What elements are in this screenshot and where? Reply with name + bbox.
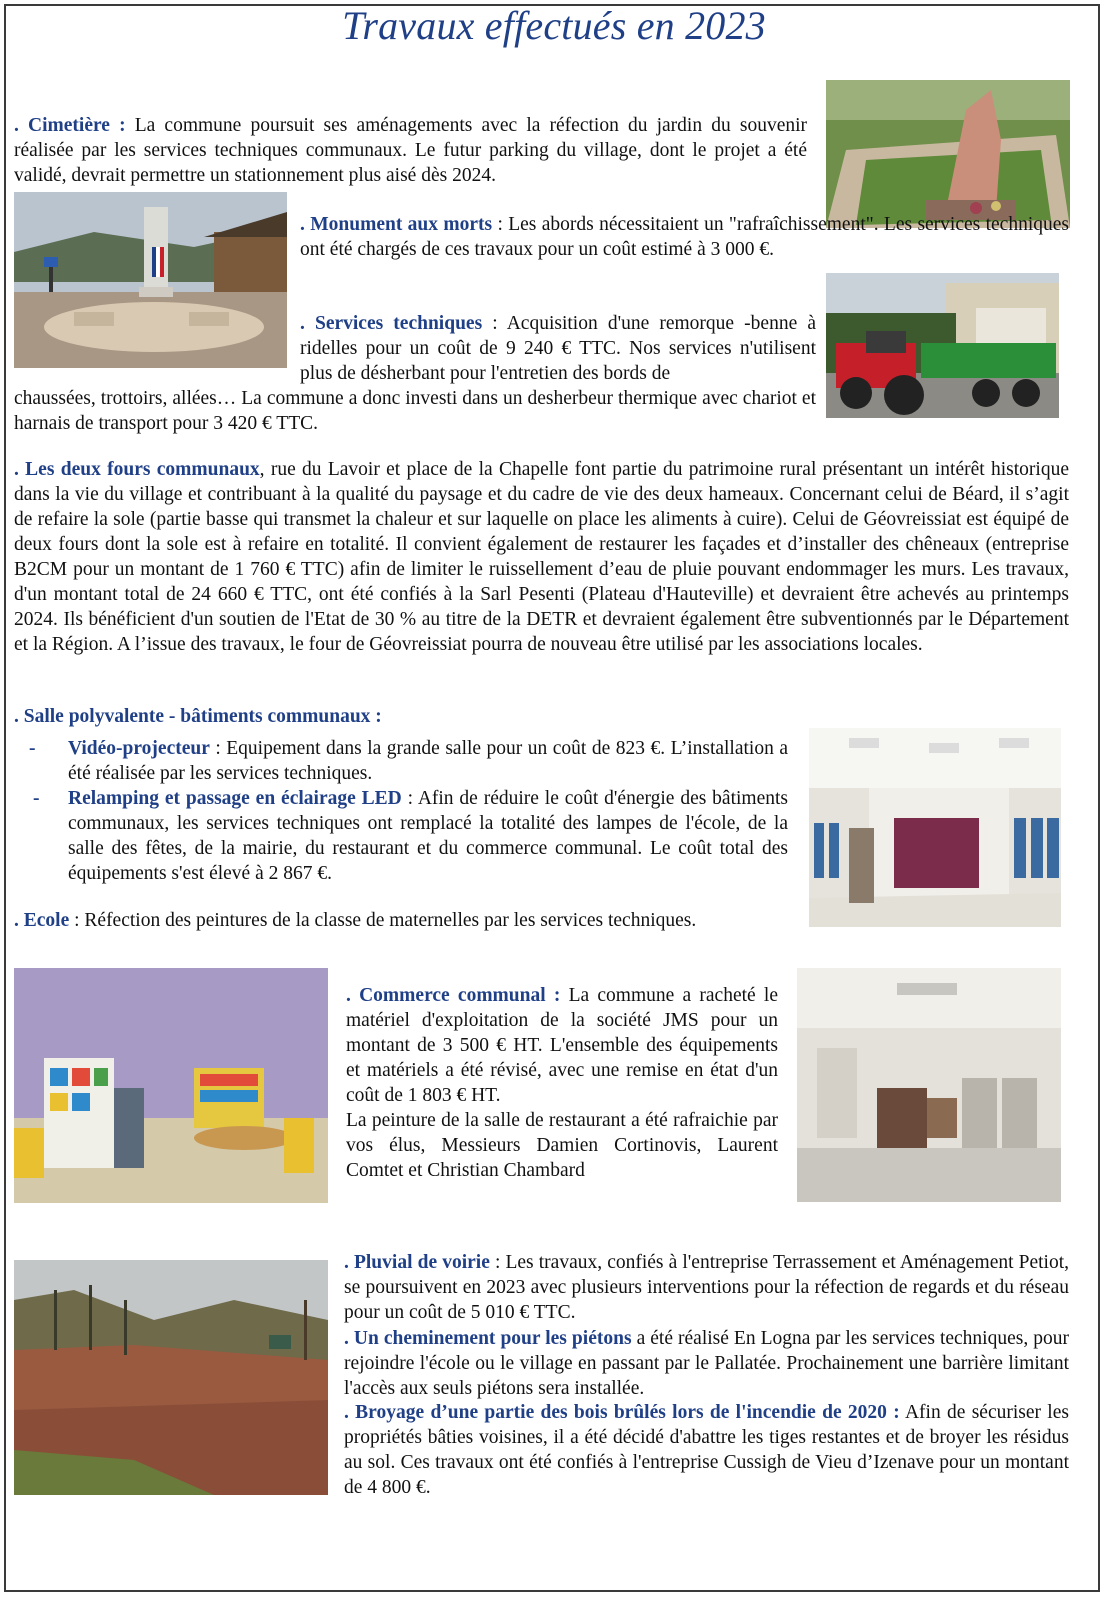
cimetiere-photo <box>826 80 1070 228</box>
salle-heading: . Salle polyvalente - bâtiments communaux : <box>14 706 382 727</box>
salle-heading-line <box>14 704 794 729</box>
monument-photo <box>14 192 287 368</box>
commerce-text: La commune a racheté le matériel d'exploitation de la société JMS pour un montant de 3 500 € HT. L'ensemble des équipements et matériels a été révisé, avec une remise en état d'un coût de 1 803 € HT. <box>346 985 778 1106</box>
cimetiere-heading: . Cimetière : <box>14 115 126 136</box>
broyage-text: Afin de sécuriser les propriétés bâties voisines, il a été décidé d'abattre les tiges restantes et de broyer les résidus au sol. Ces travaux ont été confiés à l'entreprise Cussigh de Vieu d’Izenave pour un montant de 4 800 €. <box>344 1402 1069 1498</box>
relamping-text: : Afin de réduire le coût d'énergie des bâtiments communaux, les services techniques ont remplacé la totalité des lampes de l'école, de la salle des fêtes, de la mairie, du restaurant et du commerce communal. Le coût total des équipements s'est élevé à 2 867 €. <box>68 788 789 884</box>
pluvial-paragraph <box>344 1250 1069 1325</box>
services-text-a: : Acquisition d'une remorque -benne à ridelles pour un coût de 9 240 € TTC. Nos services n'utilisent plus de désherbant pour l'entretien des bords de <box>300 313 816 384</box>
ecole-heading: . Ecole <box>14 910 70 931</box>
ecole-paragraph <box>14 908 794 933</box>
monument-heading: . Monument aux morts <box>300 214 493 235</box>
salle-polyvalente-photo <box>809 728 1061 927</box>
monument-paragraph <box>300 212 1069 262</box>
tractor-trailer-photo <box>826 273 1059 418</box>
fours-text: , rue du Lavoir et place de la Chapelle font partie du patrimoine rural présentant un intérêt historique dans la vie du village et contribuant à la qualité du paysage et du cadre de vie des deux hameaux. Concernant celui de Béard, il s’agit de refaire la sole (partie basse qui transmet la chaleur et sur laquelle on place les aliments à cuire). Celui de Géovreissiat est équipé de deux fours dont la sole est à refaire en totalité. Il convient également de restaurer les façades et d’installer des chêneaux (entreprise B2CM pour un montant de 1 760 € TTC) afin de limiter le ruissellement d’eau de pluie pouvant endommager les murs. Les travaux, d'un montant total de 24 660 € TTC, ont été confiés à la Sarl Pesenti (Plateau d'Hauteville) et devraient être achevés au printemps 2024. Ils bénéficient d'un soutien de l'Etat de 30 % au titre de la DETR et devraient également être subventionnés par le Département et la Région. A l’issue des travaux, le four de Géovreissiat pourra de nouveau être utilisé par les associations locales. <box>14 459 1069 655</box>
commerce-text-2: La peinture de la salle de restaurant a été rafraichie par vos élus, Messieurs Damien Cortinovis, Laurent Comtet et Christian Chambard <box>346 1110 778 1181</box>
fours-heading: . Les deux fours communaux <box>14 459 260 480</box>
bullet-dash: - <box>29 738 36 759</box>
videoprojecteur-item <box>68 736 788 786</box>
videoprojecteur-heading: Vidéo-projecteur <box>68 738 210 759</box>
commerce-paragraph-2 <box>346 1108 778 1183</box>
pluvial-text: : Les travaux, confiés à l'entreprise Terrassement et Aménagement Petiot, se poursuivent en 2023 avec plusieurs interventions pour la réfection de regards et du réseau pour un coût de 5 010 € TTC. <box>344 1252 1070 1323</box>
services-paragraph-continued <box>14 386 816 436</box>
cheminement-paragraph <box>344 1326 1069 1401</box>
commerce-paragraph <box>346 983 778 1108</box>
pluvial-heading: . Pluvial de voirie <box>344 1252 490 1273</box>
brushwood-clearing-photo <box>14 1260 328 1495</box>
services-heading: . Services techniques <box>300 313 483 334</box>
ecole-text: : Réfection des peintures de la classe de maternelles par les services techniques. <box>69 910 697 931</box>
relamping-item <box>68 786 788 886</box>
cimetiere-paragraph <box>14 113 807 188</box>
bullet-dash: - <box>33 788 40 809</box>
monument-text: : Les abords nécessitaient un "rafraîchissement". Les services techniques ont été chargés de ces travaux pour un coût estimé à 3 000 €. <box>300 214 1069 260</box>
cheminement-text: a été réalisé En Logna par les services techniques, pour rejoindre l'école ou le village en passant par le Pallatée. Prochainement une barrière limitant l'accès aux seuls piétons sera installée. <box>344 1328 1069 1399</box>
relamping-heading: Relamping et passage en éclairage LED <box>68 788 402 809</box>
ecole-classroom-photo <box>14 968 328 1203</box>
fours-paragraph <box>14 457 1069 657</box>
cheminement-heading: . Un cheminement pour les piétons <box>344 1328 632 1349</box>
commerce-interior-photo <box>797 968 1061 1202</box>
services-paragraph <box>300 311 816 386</box>
broyage-paragraph <box>344 1400 1069 1500</box>
cimetiere-text: La commune poursuit ses aménagements avec la réfection du jardin du souvenir réalisée par les services techniques communaux. Le futur parking du village, dont le projet a été validé, devrait permettre un stationnement plus aisé dès 2024. <box>14 115 808 186</box>
page-title: Travaux effectués en 2023 <box>342 3 766 48</box>
commerce-heading: . Commerce communal : <box>346 985 561 1006</box>
videoprojecteur-text: : Equipement dans la grande salle pour un coût de 823 €. L’installation a été réalisée par les services techniques. <box>68 738 788 784</box>
services-text-b: chaussées, trottoirs, allées… La commune a donc investi dans un desherbeur thermique avec chariot et harnais de transport pour 3 420 € TTC. <box>14 388 816 434</box>
broyage-heading: . Broyage d’une partie des bois brûlés lors de l'incendie de 2020 : <box>344 1402 900 1423</box>
